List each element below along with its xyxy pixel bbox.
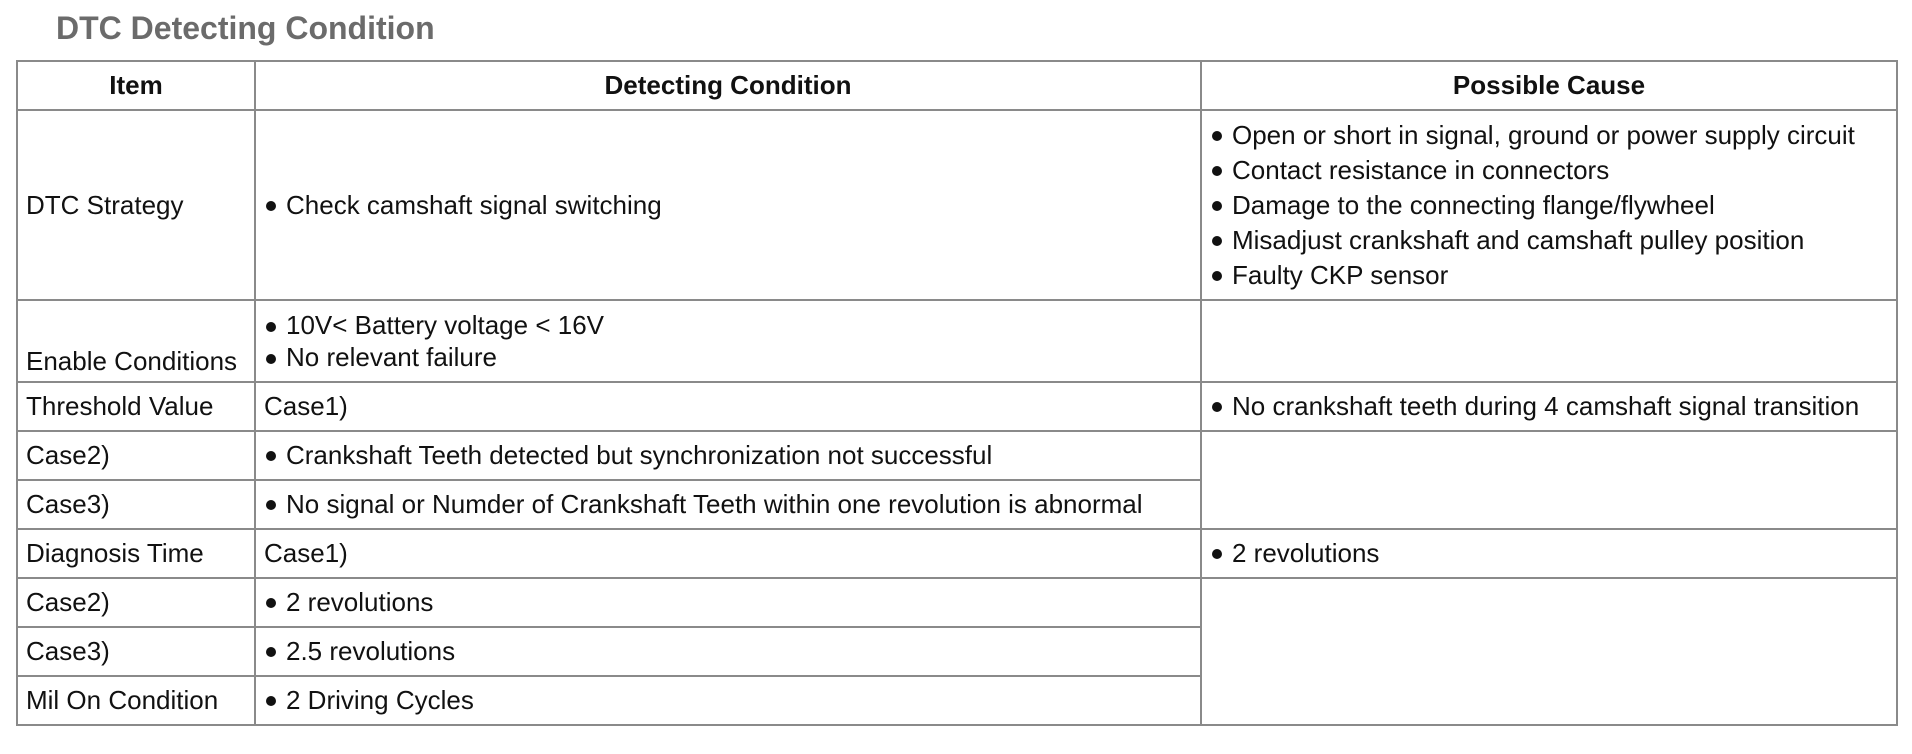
diagnosis-case1-label: Case1) bbox=[255, 529, 1201, 578]
table-row bbox=[17, 110, 1897, 300]
list-item: Contact resistance in connectors bbox=[1210, 153, 1888, 188]
table-row bbox=[17, 529, 1897, 578]
diagnosis-rest-cause bbox=[1201, 578, 1897, 725]
table-row bbox=[17, 578, 1897, 627]
list-item: Damage to the connecting flange/flywheel bbox=[1210, 188, 1888, 223]
threshold-cause bbox=[1201, 382, 1897, 431]
list-item: No crankshaft teeth during 4 camshaft signal transition bbox=[1210, 389, 1888, 424]
list-item: 2.5 revolutions bbox=[264, 634, 1192, 669]
list-item: 2 Driving Cycles bbox=[264, 683, 1192, 718]
threshold-case3-detecting bbox=[255, 480, 1201, 529]
threshold-case2-3-cause bbox=[1201, 431, 1897, 529]
dtc-strategy-detecting bbox=[255, 110, 1201, 300]
list-item: Misadjust crankshaft and camshaft pulley position bbox=[1210, 223, 1888, 258]
diagnosis-case2-detecting bbox=[255, 578, 1201, 627]
threshold-case1-label: Case1) bbox=[255, 382, 1201, 431]
table-header-row bbox=[17, 61, 1897, 110]
row-label-threshold-value: Threshold Value bbox=[17, 382, 255, 431]
list-item: 2 revolutions bbox=[264, 585, 1192, 620]
list-item: Check camshaft signal switching bbox=[264, 188, 1192, 223]
list-item: No signal or Numder of Crankshaft Teeth within one revolution is abnormal bbox=[264, 487, 1192, 522]
threshold-case2-detecting bbox=[255, 431, 1201, 480]
list-item: Crankshaft Teeth detected but synchronization not successful bbox=[264, 438, 1192, 473]
table-row bbox=[17, 382, 1897, 431]
row-label-diagnosis-case3: Case3) bbox=[17, 627, 255, 676]
list-item: Faulty CKP sensor bbox=[1210, 258, 1888, 293]
list-item: 10V< Battery voltage < 16V bbox=[264, 309, 1192, 341]
enable-conditions-cause bbox=[1201, 300, 1897, 382]
row-label-diagnosis-case2: Case2) bbox=[17, 578, 255, 627]
header-possible-cause: Possible Cause bbox=[1201, 61, 1897, 110]
row-label-threshold-case3: Case3) bbox=[17, 480, 255, 529]
list-item: No relevant failure bbox=[264, 341, 1192, 373]
row-label-enable-conditions: Enable Conditions bbox=[17, 300, 255, 382]
mil-on-detecting bbox=[255, 676, 1201, 725]
table-row bbox=[17, 431, 1897, 480]
dtc-condition-table bbox=[16, 60, 1898, 726]
dtc-strategy-causes bbox=[1201, 110, 1897, 300]
table-row bbox=[17, 300, 1897, 382]
diagnosis-cause bbox=[1201, 529, 1897, 578]
list-item: 2 revolutions bbox=[1210, 536, 1888, 571]
row-label-diagnosis-time: Diagnosis Time bbox=[17, 529, 255, 578]
list-item: Open or short in signal, ground or power supply circuit bbox=[1210, 118, 1888, 153]
row-label-threshold-case2: Case2) bbox=[17, 431, 255, 480]
header-detecting-condition: Detecting Condition bbox=[255, 61, 1201, 110]
diagnosis-case3-detecting bbox=[255, 627, 1201, 676]
header-item: Item bbox=[17, 61, 255, 110]
row-label-mil-on-condition: Mil On Condition bbox=[17, 676, 255, 725]
enable-conditions-detecting bbox=[255, 300, 1201, 382]
page-title: DTC Detecting Condition bbox=[56, 10, 435, 46]
row-label-dtc-strategy: DTC Strategy bbox=[17, 110, 255, 300]
